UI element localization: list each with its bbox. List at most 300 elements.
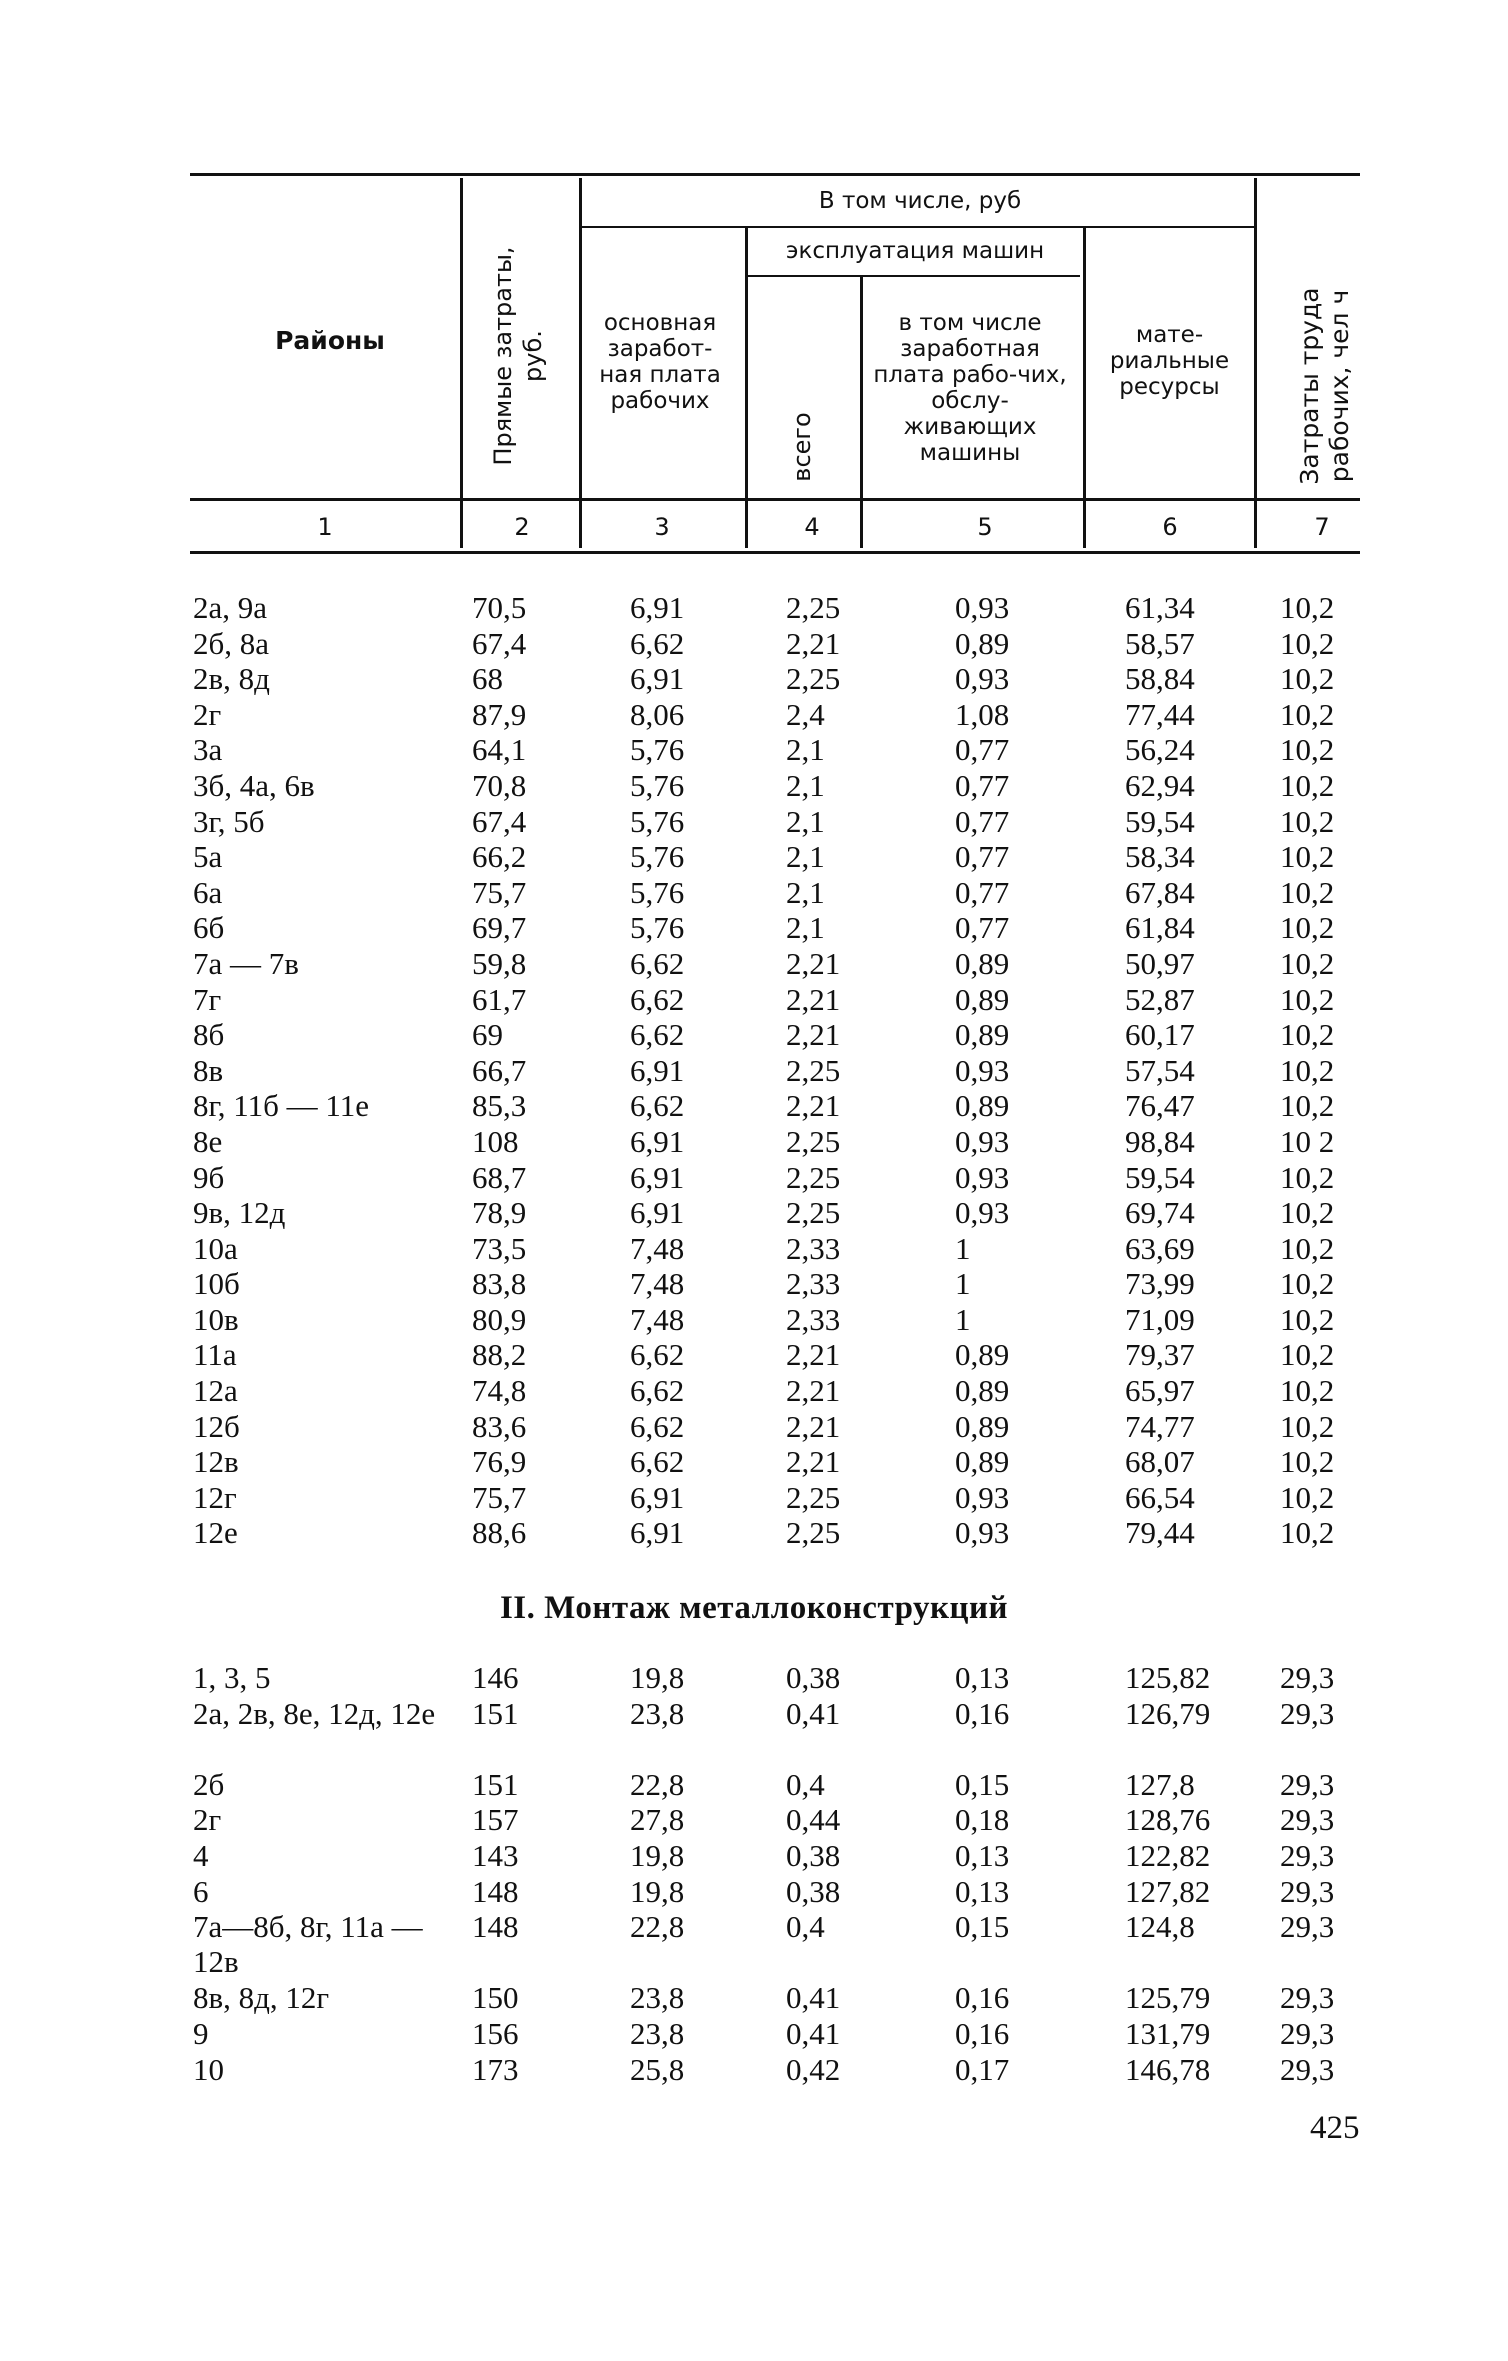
labor-cell: 10,2 (1280, 1088, 1335, 1124)
machine-wage-cell: 1,08 (955, 696, 1010, 732)
col-number-1: 1 (317, 513, 333, 541)
base-wage-cell: 7,48 (630, 1301, 685, 1337)
machine-total-cell: 2,25 (786, 590, 841, 625)
direct-costs-cell: 67,4 (472, 625, 527, 661)
labor-cell: 10,2 (1280, 1337, 1335, 1373)
base-wage-cell: 19,8 (630, 1873, 685, 1909)
base-wage-cell: 5,76 (630, 874, 685, 910)
region-cell: 7а—8б, 8г, 11а — 12в (193, 1909, 423, 1980)
materials-cell: 65,97 (1125, 1373, 1195, 1409)
base-wage-cell: 22,8 (630, 1766, 685, 1802)
labor-cell: 10,2 (1280, 1195, 1335, 1231)
machine-wage-cell: 0,77 (955, 874, 1010, 910)
machine-total-cell: 2,21 (786, 625, 841, 661)
vrule-5 (1083, 228, 1086, 548)
region-cell: 9б (193, 1159, 225, 1195)
direct-costs-cell: 146 (472, 1660, 519, 1695)
machine-wage-cell: 0,16 (955, 1695, 1010, 1731)
materials-cell: 59,54 (1125, 1159, 1195, 1195)
base-wage-cell: 5,76 (630, 803, 685, 839)
machine-total-cell: 2,1 (786, 910, 825, 946)
direct-costs-cell: 66,7 (472, 1052, 527, 1088)
machine-wage-cell: 0,89 (955, 981, 1010, 1017)
base-wage-cell: 25,8 (630, 2051, 685, 2087)
materials-cell: 131,79 (1125, 2015, 1211, 2051)
direct-costs-cell: 67,4 (472, 803, 527, 839)
table-row (0, 1767, 1508, 1803)
materials-cell: 73,99 (1125, 1266, 1195, 1302)
base-wage-cell: 6,91 (630, 1052, 685, 1088)
direct-costs-cell: 66,2 (472, 839, 527, 875)
table-row (0, 1909, 1508, 1980)
labor-cell: 10,2 (1280, 590, 1335, 625)
region-cell: 12б (193, 1408, 240, 1444)
machine-wage-cell: 0,13 (955, 1873, 1010, 1909)
direct-costs-cell: 157 (472, 1802, 519, 1838)
labor-cell: 10,2 (1280, 1479, 1335, 1515)
labor-cell: 29,3 (1280, 1695, 1335, 1731)
region-cell: 7г (193, 981, 222, 1017)
table-row (0, 732, 1508, 768)
machine-wage-cell: 0,89 (955, 625, 1010, 661)
region-cell: 2б, 8а (193, 625, 270, 661)
base-wage-cell: 27,8 (630, 1802, 685, 1838)
machine-wage-cell: 0,89 (955, 1337, 1010, 1373)
table-row (0, 1980, 1508, 2016)
region-cell: 10б (193, 1266, 240, 1302)
machine-total-cell: 2,21 (786, 1017, 841, 1053)
vrule-3 (745, 228, 748, 548)
base-wage-cell: 6,91 (630, 1195, 685, 1231)
table-row (0, 1838, 1508, 1874)
region-cell: 2г (193, 1802, 222, 1838)
direct-costs-cell: 88,6 (472, 1515, 527, 1551)
materials-cell: 68,07 (1125, 1444, 1195, 1480)
machine-wage-cell: 1 (955, 1301, 971, 1337)
machine-wage-cell: 0,77 (955, 732, 1010, 768)
table-row (0, 626, 1508, 662)
machine-wage-cell: 0,89 (955, 1444, 1010, 1480)
direct-costs-cell: 69 (472, 1017, 503, 1053)
materials-cell: 52,87 (1125, 981, 1195, 1017)
machine-total-cell: 2,33 (786, 1230, 841, 1266)
direct-costs-cell: 151 (472, 1695, 519, 1731)
rule-under-incl (580, 226, 1255, 228)
labor-cell: 10,2 (1280, 1444, 1335, 1480)
region-cell: 6б (193, 910, 225, 946)
table-row (0, 1160, 1508, 1196)
header-incl-rub: В том числе, руб (818, 188, 1022, 214)
table-row (0, 1660, 1508, 1696)
materials-cell: 76,47 (1125, 1088, 1195, 1124)
table-row (0, 1515, 1508, 1551)
region-cell: 8в (193, 1052, 224, 1088)
machine-total-cell: 2,25 (786, 1515, 841, 1551)
base-wage-cell: 6,62 (630, 1373, 685, 1409)
table-row (0, 1802, 1508, 1838)
base-wage-cell: 6,62 (630, 625, 685, 661)
col-number-5: 5 (977, 513, 993, 541)
col-number-3: 3 (654, 513, 670, 541)
region-cell: 2г (193, 696, 222, 732)
machine-wage-cell: 0,16 (955, 2015, 1010, 2051)
materials-cell: 98,84 (1125, 1123, 1195, 1159)
machine-wage-cell: 0,89 (955, 1373, 1010, 1409)
materials-cell: 74,77 (1125, 1408, 1195, 1444)
labor-cell: 10 2 (1280, 1123, 1335, 1159)
direct-costs-cell: 70,5 (472, 590, 527, 625)
region-cell: 2в, 8д (193, 661, 270, 697)
table-row (0, 982, 1508, 1018)
direct-costs-cell: 143 (472, 1837, 519, 1873)
col-number-6: 6 (1162, 513, 1178, 541)
region-cell: 3б, 4а, 6в (193, 767, 315, 803)
table-row (0, 839, 1508, 875)
labor-cell: 10,2 (1280, 732, 1335, 768)
table-row (0, 1444, 1508, 1480)
table-row (0, 2016, 1508, 2052)
direct-costs-cell: 173 (472, 2051, 519, 2087)
table-row (0, 1409, 1508, 1445)
table-row (0, 1266, 1508, 1302)
region-cell: 3а (193, 732, 223, 768)
region-cell: 12а (193, 1373, 238, 1409)
direct-costs-cell: 87,9 (472, 696, 527, 732)
direct-costs-cell: 61,7 (472, 981, 527, 1017)
machine-total-cell: 2,4 (786, 696, 825, 732)
direct-costs-cell: 148 (472, 1909, 519, 1945)
header-direct-costs: Прямые затраты, руб. (489, 246, 547, 466)
table-header (0, 0, 1508, 560)
machine-wage-cell: 1 (955, 1266, 971, 1302)
machine-total-cell: 2,21 (786, 1088, 841, 1124)
base-wage-cell: 6,62 (630, 1088, 685, 1124)
region-cell: 8г, 11б — 11е (193, 1088, 369, 1124)
machine-total-cell: 0,38 (786, 1873, 841, 1909)
machine-total-cell: 2,21 (786, 945, 841, 981)
base-wage-cell: 6,62 (630, 945, 685, 981)
header-base-wage: основная заработ-ная плата рабочих (599, 310, 721, 414)
machine-wage-cell: 0,89 (955, 1088, 1010, 1124)
labor-cell: 29,3 (1280, 1802, 1335, 1838)
machine-wage-cell: 0,13 (955, 1660, 1010, 1695)
labor-cell: 10,2 (1280, 839, 1335, 875)
region-cell: 10а (193, 1230, 238, 1266)
table-1-body (0, 590, 1508, 1551)
table-row (0, 1053, 1508, 1089)
machine-wage-cell: 1 (955, 1230, 971, 1266)
machine-wage-cell: 0,17 (955, 2051, 1010, 2087)
materials-cell: 125,82 (1125, 1660, 1211, 1695)
machine-wage-cell: 0,93 (955, 1159, 1010, 1195)
machine-wage-cell: 0,16 (955, 1980, 1010, 2016)
materials-cell: 62,94 (1125, 767, 1195, 803)
header-total: всего (788, 412, 816, 482)
labor-cell: 29,3 (1280, 1909, 1335, 1945)
materials-cell: 61,34 (1125, 590, 1195, 625)
direct-costs-cell: 78,9 (472, 1195, 527, 1231)
table-row (0, 1874, 1508, 1910)
header-materials: мате-риальные ресурсы (1109, 322, 1230, 400)
header-machine-operation: эксплуатация машин (785, 238, 1045, 264)
direct-costs-cell: 68 (472, 661, 503, 697)
materials-cell: 126,79 (1125, 1695, 1211, 1731)
base-wage-cell: 6,62 (630, 1408, 685, 1444)
machine-total-cell: 0,41 (786, 1980, 841, 2016)
machine-total-cell: 2,21 (786, 1373, 841, 1409)
labor-cell: 10,2 (1280, 1301, 1335, 1337)
region-cell: 7а — 7в (193, 945, 299, 981)
machine-total-cell: 0,4 (786, 1909, 825, 1945)
labor-cell: 29,3 (1280, 1980, 1335, 2016)
direct-costs-cell: 68,7 (472, 1159, 527, 1195)
labor-cell: 29,3 (1280, 1837, 1335, 1873)
direct-costs-cell: 83,8 (472, 1266, 527, 1302)
base-wage-cell: 5,76 (630, 732, 685, 768)
direct-costs-cell: 148 (472, 1873, 519, 1909)
materials-cell: 58,34 (1125, 839, 1195, 875)
labor-cell: 29,3 (1280, 2051, 1335, 2087)
header-regions: Районы (275, 326, 385, 355)
region-cell: 10в (193, 1301, 239, 1337)
region-cell: 5а (193, 839, 223, 875)
machine-total-cell: 0,41 (786, 1695, 841, 1731)
machine-wage-cell: 0,93 (955, 590, 1010, 625)
region-cell: 12е (193, 1515, 238, 1551)
table-row (0, 875, 1508, 911)
machine-total-cell: 2,21 (786, 1337, 841, 1373)
machine-total-cell: 0,38 (786, 1660, 841, 1695)
base-wage-cell: 19,8 (630, 1660, 685, 1695)
base-wage-cell: 6,91 (630, 1123, 685, 1159)
labor-cell: 10,2 (1280, 1159, 1335, 1195)
region-cell: 11а (193, 1337, 237, 1373)
region-cell: 2а, 9а (193, 590, 268, 625)
labor-cell: 10,2 (1280, 767, 1335, 803)
labor-cell: 29,3 (1280, 1660, 1335, 1695)
machine-total-cell: 2,25 (786, 1159, 841, 1195)
machine-wage-cell: 0,15 (955, 1766, 1010, 1802)
region-cell: 8б (193, 1017, 225, 1053)
machine-total-cell: 2,25 (786, 1123, 841, 1159)
machine-total-cell: 0,38 (786, 1837, 841, 1873)
direct-costs-cell: 150 (472, 1980, 519, 2016)
base-wage-cell: 5,76 (630, 910, 685, 946)
direct-costs-cell: 69,7 (472, 910, 527, 946)
machine-wage-cell: 0,93 (955, 1195, 1010, 1231)
direct-costs-cell: 88,2 (472, 1337, 527, 1373)
table-row (0, 1696, 1508, 1767)
machine-total-cell: 2,21 (786, 1444, 841, 1480)
materials-cell: 59,54 (1125, 803, 1195, 839)
materials-cell: 56,24 (1125, 732, 1195, 768)
machine-wage-cell: 0,18 (955, 1802, 1010, 1838)
materials-cell: 79,44 (1125, 1515, 1195, 1551)
table-2-body (0, 1660, 1508, 2087)
machine-total-cell: 2,1 (786, 803, 825, 839)
table-row (0, 910, 1508, 946)
col-number-7: 7 (1314, 513, 1330, 541)
machine-wage-cell: 0,77 (955, 803, 1010, 839)
rule-under-machines (745, 275, 1080, 277)
labor-cell: 10,2 (1280, 1230, 1335, 1266)
section-title: II. Монтаж металлоконструкций (499, 1590, 1009, 1626)
base-wage-cell: 23,8 (630, 1695, 685, 1731)
machine-wage-cell: 0,89 (955, 1017, 1010, 1053)
base-wage-cell: 22,8 (630, 1909, 685, 1945)
table-row (0, 768, 1508, 804)
direct-costs-cell: 64,1 (472, 732, 527, 768)
base-wage-cell: 6,62 (630, 981, 685, 1017)
machine-total-cell: 2,25 (786, 1479, 841, 1515)
region-cell: 12г (193, 1479, 237, 1515)
base-wage-cell: 7,48 (630, 1230, 685, 1266)
table-row (0, 804, 1508, 840)
base-wage-cell: 5,76 (630, 767, 685, 803)
machine-total-cell: 2,1 (786, 839, 825, 875)
direct-costs-cell: 75,7 (472, 874, 527, 910)
machine-total-cell: 2,25 (786, 661, 841, 697)
base-wage-cell: 8,06 (630, 696, 685, 732)
machine-total-cell: 2,33 (786, 1301, 841, 1337)
rule-above-colnums (190, 498, 1360, 501)
labor-cell: 10,2 (1280, 910, 1335, 946)
direct-costs-cell: 70,8 (472, 767, 527, 803)
materials-cell: 63,69 (1125, 1230, 1195, 1266)
base-wage-cell: 23,8 (630, 1980, 685, 2016)
region-cell: 3г, 5б (193, 803, 265, 839)
labor-cell: 10,2 (1280, 625, 1335, 661)
machine-wage-cell: 0,89 (955, 1408, 1010, 1444)
table-row (0, 1124, 1508, 1160)
machine-total-cell: 2,1 (786, 874, 825, 910)
table-row (0, 661, 1508, 697)
machine-wage-cell: 0,77 (955, 767, 1010, 803)
machine-wage-cell: 0,77 (955, 839, 1010, 875)
machine-total-cell: 0,4 (786, 1766, 825, 1802)
labor-cell: 10,2 (1280, 803, 1335, 839)
materials-cell: 146,78 (1125, 2051, 1211, 2087)
machine-wage-cell: 0,93 (955, 1515, 1010, 1551)
region-cell: 6а (193, 874, 223, 910)
table-row (0, 1195, 1508, 1231)
region-cell: 9в, 12д (193, 1195, 286, 1231)
direct-costs-cell: 76,9 (472, 1444, 527, 1480)
materials-cell: 127,82 (1125, 1873, 1211, 1909)
machine-total-cell: 2,21 (786, 981, 841, 1017)
materials-cell: 58,57 (1125, 625, 1195, 661)
machine-total-cell: 2,25 (786, 1052, 841, 1088)
machine-wage-cell: 0,93 (955, 1123, 1010, 1159)
base-wage-cell: 7,48 (630, 1266, 685, 1302)
base-wage-cell: 6,91 (630, 1479, 685, 1515)
table-row (0, 2052, 1508, 2088)
labor-cell: 10,2 (1280, 1266, 1335, 1302)
table-row (0, 1373, 1508, 1409)
machine-wage-cell: 0,93 (955, 1052, 1010, 1088)
materials-cell: 58,84 (1125, 661, 1195, 697)
direct-costs-cell: 74,8 (472, 1373, 527, 1409)
header-incl-machine-wage: в том числе заработная плата рабо-чих, обслу-живающих машины (873, 310, 1067, 466)
labor-cell: 10,2 (1280, 981, 1335, 1017)
labor-cell: 10,2 (1280, 1515, 1335, 1551)
region-cell: 12в (193, 1444, 239, 1480)
base-wage-cell: 5,76 (630, 839, 685, 875)
materials-cell: 128,76 (1125, 1802, 1211, 1838)
base-wage-cell: 6,62 (630, 1017, 685, 1053)
direct-costs-cell: 85,3 (472, 1088, 527, 1124)
base-wage-cell: 19,8 (630, 1837, 685, 1873)
region-cell: 4 (193, 1837, 209, 1873)
machine-wage-cell: 0,93 (955, 1479, 1010, 1515)
direct-costs-cell: 108 (472, 1123, 519, 1159)
materials-cell: 122,82 (1125, 1837, 1211, 1873)
labor-cell: 10,2 (1280, 696, 1335, 732)
table-row (0, 946, 1508, 982)
materials-cell: 127,8 (1125, 1766, 1195, 1802)
materials-cell: 77,44 (1125, 696, 1195, 732)
table-row (0, 1017, 1508, 1053)
region-cell: 6 (193, 1873, 209, 1909)
table-row (0, 1480, 1508, 1516)
base-wage-cell: 6,62 (630, 1337, 685, 1373)
base-wage-cell: 6,91 (630, 590, 685, 625)
region-cell: 9 (193, 2015, 209, 2051)
labor-cell: 10,2 (1280, 1408, 1335, 1444)
direct-costs-cell: 83,6 (472, 1408, 527, 1444)
machine-total-cell: 2,21 (786, 1408, 841, 1444)
machine-total-cell: 0,41 (786, 2015, 841, 2051)
machine-total-cell: 2,33 (786, 1266, 841, 1302)
direct-costs-cell: 73,5 (472, 1230, 527, 1266)
machine-total-cell: 2,1 (786, 732, 825, 768)
region-cell: 2б (193, 1766, 225, 1802)
base-wage-cell: 6,62 (630, 1444, 685, 1480)
vrule-2 (579, 178, 582, 548)
table-row (0, 1302, 1508, 1338)
table-row (0, 590, 1508, 626)
vrule-1 (460, 178, 463, 548)
labor-cell: 10,2 (1280, 945, 1335, 981)
materials-cell: 79,37 (1125, 1337, 1195, 1373)
machine-total-cell: 2,1 (786, 767, 825, 803)
rule-below-colnums (190, 551, 1360, 554)
table-row (0, 697, 1508, 733)
top-rule (190, 173, 1360, 176)
vrule-6 (1254, 178, 1257, 548)
machine-wage-cell: 0,93 (955, 661, 1010, 697)
table-row (0, 1088, 1508, 1124)
region-cell: 8е (193, 1123, 223, 1159)
direct-costs-cell: 151 (472, 1766, 519, 1802)
table-row (0, 1337, 1508, 1373)
materials-cell: 71,09 (1125, 1301, 1195, 1337)
machine-total-cell: 0,42 (786, 2051, 841, 2087)
region-cell: 8в, 8д, 12г (193, 1980, 330, 2016)
base-wage-cell: 6,91 (630, 661, 685, 697)
direct-costs-cell: 156 (472, 2015, 519, 2051)
labor-cell: 29,3 (1280, 1873, 1335, 1909)
header-labor: Затраты труда рабочих, чел ч (1295, 287, 1354, 485)
materials-cell: 69,74 (1125, 1195, 1195, 1231)
labor-cell: 10,2 (1280, 1373, 1335, 1409)
machine-wage-cell: 0,15 (955, 1909, 1010, 1945)
base-wage-cell: 6,91 (630, 1515, 685, 1551)
table-row (0, 1231, 1508, 1267)
materials-cell: 66,54 (1125, 1479, 1195, 1515)
region-cell: 10 (193, 2051, 224, 2087)
materials-cell: 67,84 (1125, 874, 1195, 910)
